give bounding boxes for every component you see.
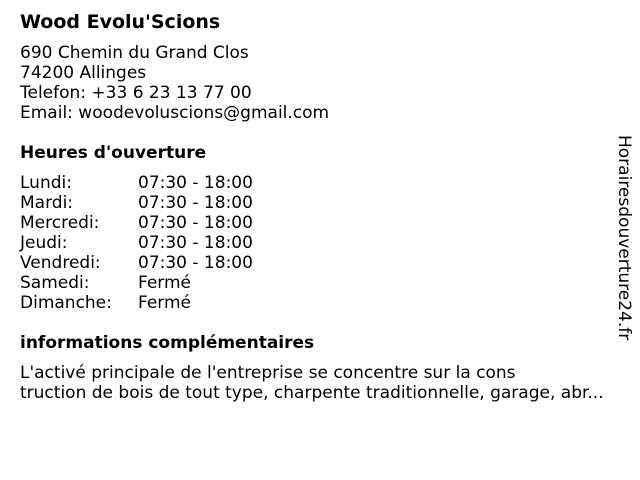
day-label: Vendredi: (20, 253, 101, 273)
description-line-2: truction de bois de tout type, charpente traditionnelle, garage, abr... (20, 383, 604, 403)
day-label: Mercredi: (20, 213, 100, 233)
description-line-1: L'activé principale de l'entreprise se concentre sur la cons (20, 363, 516, 383)
day-hours: Fermé (138, 273, 192, 293)
hours-row-friday (20, 253, 610, 273)
day-hours: 07:30 - 18:00 (138, 233, 253, 253)
site-watermark-label: Horairesdouverture24.fr (614, 135, 634, 341)
day-label: Mardi: (20, 193, 74, 213)
hours-row-monday (20, 173, 610, 193)
day-hours: 07:30 - 18:00 (138, 173, 253, 193)
day-label: Jeudi: (20, 233, 68, 253)
hours-row-tuesday (20, 193, 610, 213)
day-hours: 07:30 - 18:00 (138, 193, 253, 213)
phone-line: Telefon: +33 6 23 13 77 00 (20, 83, 252, 103)
hours-row-sunday (20, 293, 610, 313)
day-hours: 07:30 - 18:00 (138, 213, 253, 233)
hours-row-saturday (20, 273, 610, 293)
hours-heading: Heures d'ouverture (20, 143, 207, 163)
address-line-2: 74200 Allinges (20, 63, 147, 83)
opening-hours-table (20, 173, 610, 313)
day-label: Lundi: (20, 173, 72, 193)
business-name: Wood Evolu'Scions (20, 11, 221, 33)
day-hours: Fermé (138, 293, 192, 313)
day-label: Dimanche: (20, 293, 112, 313)
info-heading: informations complémentaires (20, 333, 315, 353)
day-hours: 07:30 - 18:00 (138, 253, 253, 273)
hours-row-thursday (20, 233, 610, 253)
hours-row-wednesday (20, 213, 610, 233)
email-line: Email: woodevoluscions@gmail.com (20, 103, 330, 123)
day-label: Samedi: (20, 273, 90, 293)
business-card (20, 9, 610, 403)
address-line-1: 690 Chemin du Grand Clos (20, 43, 249, 63)
